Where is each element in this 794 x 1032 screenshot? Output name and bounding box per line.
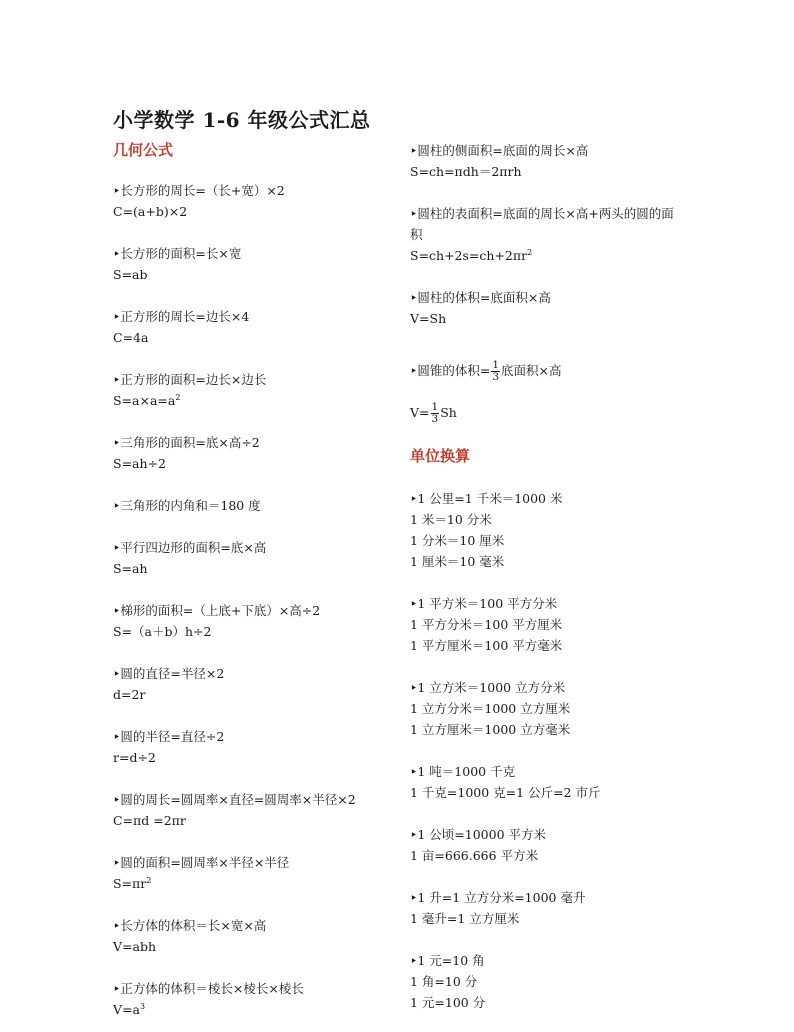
formula-expression: $S=a\times a=a^2$ <box>113 392 181 408</box>
formula-item <box>113 978 398 1020</box>
section-title-geometry: 几何公式 <box>113 141 174 159</box>
formula-item <box>113 726 398 768</box>
left-column <box>113 140 398 1020</box>
formula-label: ‣圆的周长=圆周率×直径=圆周率×半径×2 <box>113 792 356 807</box>
formula-item <box>113 852 398 894</box>
formula-item <box>410 203 690 266</box>
unit-line: 1 平方分米＝100 平方厘米 <box>410 617 563 632</box>
formula-expression: S=ah <box>113 561 148 576</box>
page-title: 小学数学 1-6 年级公式汇总 <box>113 108 371 132</box>
formula-expression: $V=a^3$ <box>113 1001 146 1017</box>
section-title-units: 单位换算 <box>410 447 471 465</box>
formula-expression: r=d÷2 <box>113 750 156 765</box>
unit-line: ‣1 平方米＝100 平方分米 <box>410 596 558 611</box>
unit-line: 1 立方分米＝1000 立方厘米 <box>410 701 571 716</box>
formula-item <box>113 432 398 474</box>
formula-label: ‣长方形的面积=长×宽 <box>113 246 242 261</box>
formula-label: ‣圆的面积=圆周率×半径×半径 <box>113 855 290 870</box>
formula-item <box>113 369 398 411</box>
unit-group <box>410 761 690 803</box>
unit-line: ‣1 公顷=10000 平方米 <box>410 827 547 842</box>
formula-expression: V=abh <box>113 939 157 954</box>
formula-expression: C=4a <box>113 330 149 345</box>
unit-group <box>410 677 690 740</box>
formula-label: ‣三角形的内角和＝180 度 <box>113 498 261 513</box>
formula-expression: C=πd =2πr <box>113 813 186 828</box>
formula-label: ‣长方体的体积＝长×宽×高 <box>113 918 267 933</box>
formula-label: ‣圆柱的侧面积=底面的周长×高 <box>410 143 589 158</box>
formula-item <box>113 915 398 957</box>
formula-item-cone <box>410 350 690 434</box>
superscript: 2 <box>527 247 533 257</box>
formula-item <box>113 663 398 705</box>
formula-label: ‣梯形的面积=（上底+下底）×高÷2 <box>113 603 321 618</box>
unit-group <box>410 950 690 1013</box>
formula-item <box>410 287 690 329</box>
formula-label: ‣正方形的面积=边长×边长 <box>113 372 267 387</box>
formula-expression: S=ch=πdh＝2πrh <box>410 164 522 179</box>
unit-group <box>410 593 690 656</box>
unit-line: 1 元=100 分 <box>410 995 486 1010</box>
unit-line: 1 平方厘米＝100 平方毫米 <box>410 638 563 653</box>
formula-item <box>113 600 398 642</box>
unit-line: ‣1 立方米＝1000 立方分米 <box>410 680 566 695</box>
formula-expression: d=2r <box>113 687 146 702</box>
superscript: 2 <box>146 875 152 885</box>
formula-item <box>113 243 398 285</box>
fraction: $\frac{1}{3}$ <box>492 359 500 383</box>
formula-label: ‣平行四边形的面积=底×高 <box>113 540 267 555</box>
unit-group <box>410 488 690 572</box>
formula-label: ‣正方体的体积＝棱长×棱长×棱长 <box>113 981 304 996</box>
unit-line: 1 角=10 分 <box>410 974 478 989</box>
formula-expression: V= $\frac{1}{3}$ Sh <box>410 401 457 425</box>
unit-line: 1 亩=666.666 平方米 <box>410 848 539 863</box>
unit-line: ‣1 升=1 立方分米=1000 毫升 <box>410 890 586 905</box>
formula-label: ‣长方形的周长=（长+宽）×2 <box>113 183 285 198</box>
formula-expression: V=Sh <box>410 311 447 326</box>
formula-label: ‣圆柱的体积=底面积×高 <box>410 290 551 305</box>
formula-item <box>113 537 398 579</box>
unit-group <box>410 887 690 929</box>
formula-expression: S=ah÷2 <box>113 456 166 471</box>
unit-line: 1 毫升=1 立方厘米 <box>410 911 520 926</box>
unit-group <box>410 824 690 866</box>
unit-line: ‣1 吨＝1000 千克 <box>410 764 516 779</box>
formula-expression: S=ab <box>113 267 148 282</box>
formula-item <box>113 495 398 516</box>
formula-expression: $S=ch+2s=ch+2\pi r^2$ <box>410 247 533 263</box>
formula-label: ‣三角形的面积=底×高÷2 <box>113 435 260 450</box>
fraction: $\frac{1}{3}$ <box>431 401 439 425</box>
unit-line: 1 米＝10 分米 <box>410 512 492 527</box>
formula-label: ‣圆柱的表面积=底面的周长×高+两头的圆的面积 <box>410 206 674 242</box>
formula-label: ‣圆的直径=半径×2 <box>113 666 225 681</box>
formula-expression: S=（a＋b）h÷2 <box>113 624 212 639</box>
superscript: 3 <box>139 1001 146 1011</box>
formula-item <box>113 789 398 831</box>
unit-line: 1 厘米＝10 毫米 <box>410 554 505 569</box>
formula-label: ‣正方形的周长=边长×4 <box>113 309 250 324</box>
formula-item <box>113 180 398 222</box>
right-column <box>410 140 690 1013</box>
unit-line: 1 立方厘米＝1000 立方毫米 <box>410 722 571 737</box>
superscript: 2 <box>175 392 181 402</box>
formula-label: ‣圆锥的体积= $\frac{1}{3}$ 底面积×高 <box>410 359 562 383</box>
unit-line: 1 分米＝10 厘米 <box>410 533 505 548</box>
unit-line: 1 千克=1000 克=1 公斤=2 市斤 <box>410 785 601 800</box>
formula-label: ‣圆的半径=直径÷2 <box>113 729 225 744</box>
unit-line: ‣1 公里=1 千米＝1000 米 <box>410 491 563 506</box>
unit-line: ‣1 元=10 角 <box>410 953 485 968</box>
formula-item <box>113 306 398 348</box>
formula-expression: C=(a+b)×2 <box>113 204 188 219</box>
formula-expression: $S=\pi r^2$ <box>113 875 152 891</box>
formula-item <box>410 140 690 182</box>
